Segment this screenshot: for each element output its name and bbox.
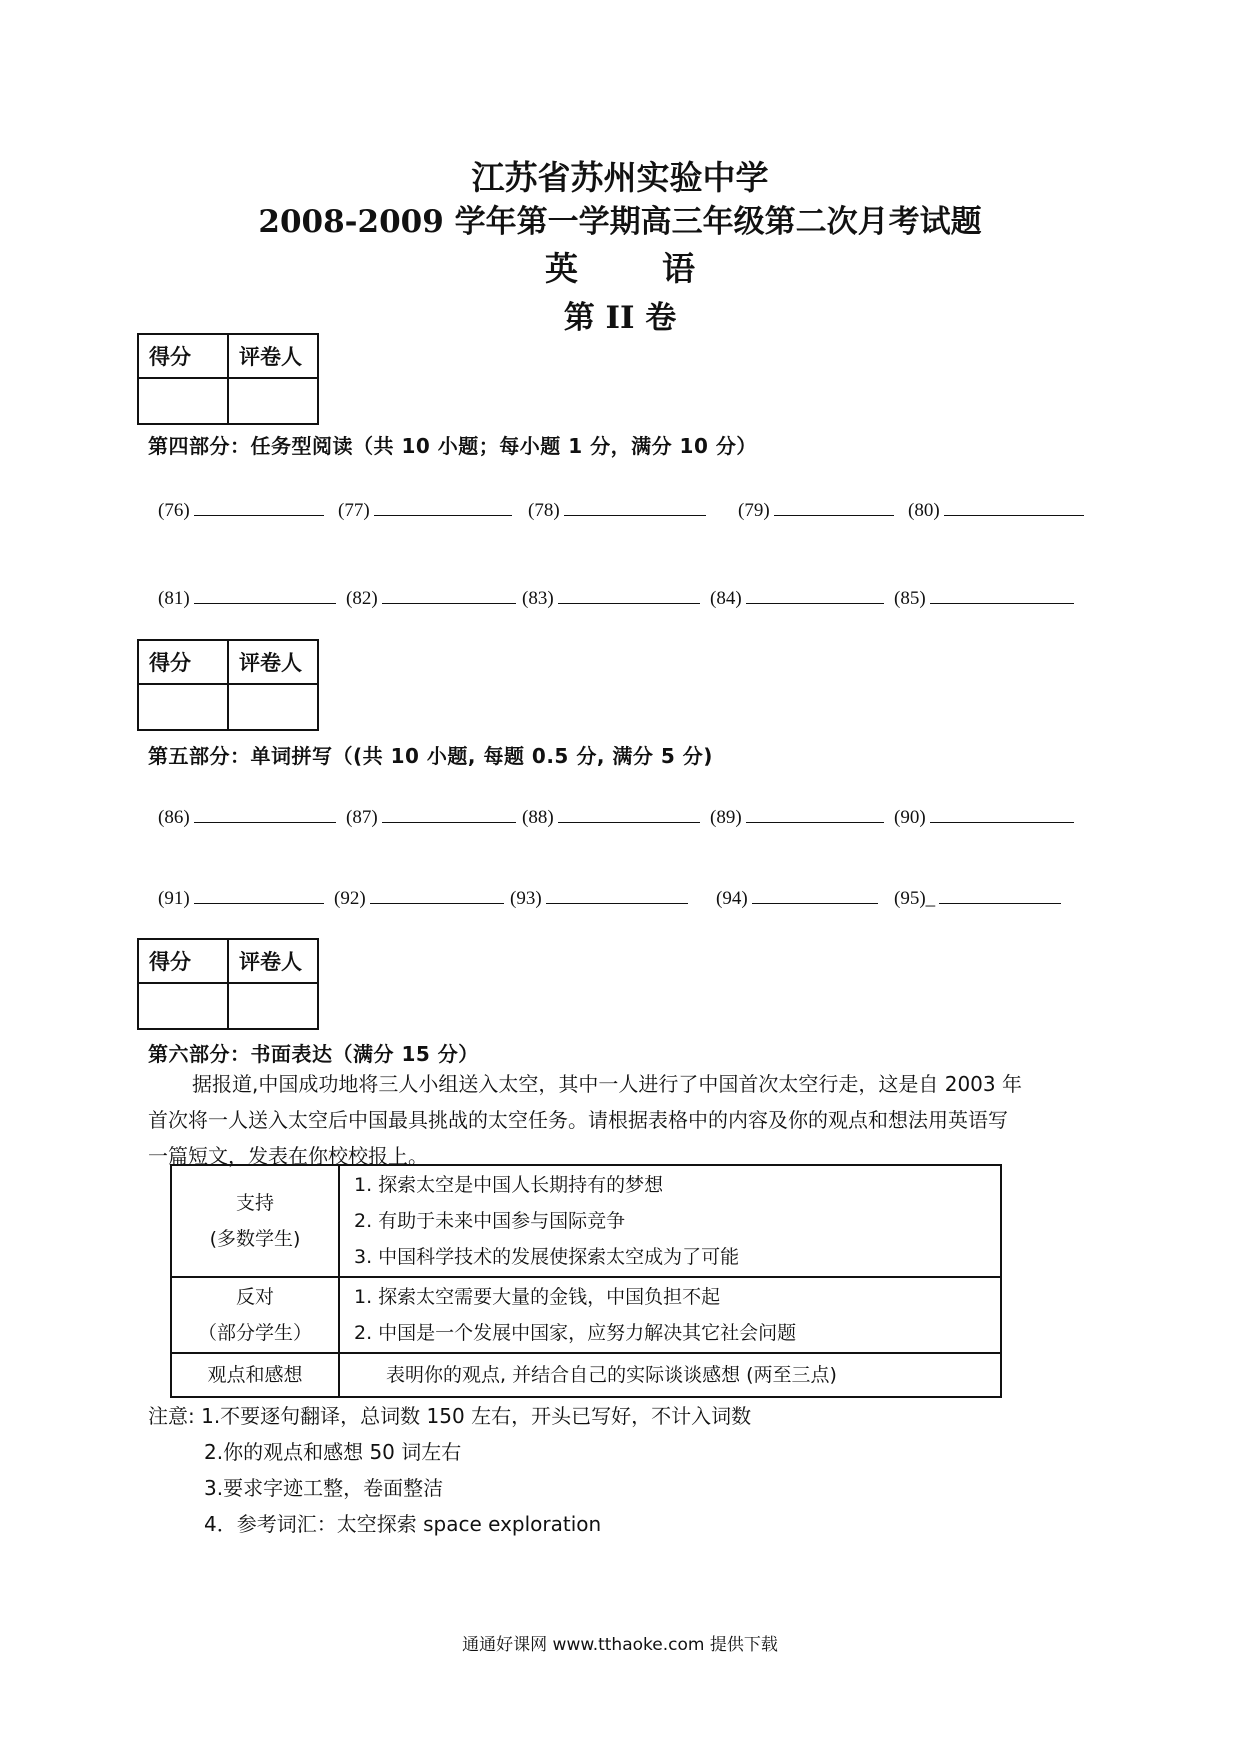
opinion-table [170,1164,1002,1398]
answer-blank[interactable]: (78) [528,497,706,522]
answer-blank[interactable]: (90) [894,804,1074,829]
answer-blank[interactable]: (83) [522,585,700,610]
grader-cell[interactable] [228,684,318,730]
score-cell[interactable] [138,983,228,1029]
answer-blank[interactable]: (77) [338,497,512,522]
answer-blank[interactable]: (85) [894,585,1074,610]
subject-char-1: 英 [545,249,578,288]
support-points [339,1165,1001,1277]
support-point: 1. 探索太空是中国人长期持有的梦想 [354,1174,664,1196]
footer-credit: 通通好课网 www.tthaoke.com 提供下载 [462,1635,778,1655]
subject-title [0,243,1240,290]
grader-label: 评卷人 [228,939,318,983]
exam-title: 2008-2009 学年第一学期高三年级第二次月考试题 [258,204,982,240]
oppose-point: 1. 探索太空需要大量的金钱，中国负担不起 [354,1286,721,1308]
part5-answer-row-2 [158,885,1098,915]
support-label: 支持 (多数学生) [171,1165,339,1277]
answer-blank[interactable]: (89) [710,804,884,829]
support-point: 3. 中国科学技术的发展使探索太空成为了可能 [354,1246,740,1268]
school-title: 江苏省苏州实验中学 [471,158,769,197]
oppose-label: 反对 （部分学生） [171,1277,339,1353]
opinion-text: 表明你的观点, 并结合自己的实际谈谈感想 (两至三点) [339,1353,1001,1397]
answer-blank[interactable]: (79) [738,497,894,522]
score-box-part4 [137,333,319,425]
part4-answer-row-1 [158,497,1098,527]
part4-heading: 第四部分：任务型阅读（共 10 小题；每小题 1 分，满分 10 分） [148,434,757,458]
volume-title: 第 II 卷 [563,300,677,336]
score-box-part6 [137,938,319,1030]
note-line: 2.你的观点和感想 50 词左右 [204,1440,462,1464]
note-line: 3.要求字迹工整，卷面整洁 [204,1476,444,1500]
grader-cell[interactable] [228,983,318,1029]
support-point: 2. 有助于未来中国参与国际竞争 [354,1210,626,1232]
oppose-row [171,1277,1001,1353]
answer-blank[interactable]: (80) [908,497,1084,522]
answer-blank[interactable]: (92) [334,885,504,910]
answer-blank[interactable]: (84) [710,585,884,610]
score-label: 得分 [138,640,228,684]
instruction-line: 一篇短文，发表在你校校报上。 [148,1144,428,1168]
note-line: 4．参考词汇：太空探索 space exploration [204,1512,602,1536]
answer-blank[interactable]: (76) [158,497,324,522]
score-box-part5 [137,639,319,731]
part5-answer-row-1 [158,804,1098,834]
score-label: 得分 [138,334,228,378]
answer-blank[interactable]: (88) [522,804,700,829]
answer-blank[interactable]: (94) [716,885,878,910]
part4-answer-row-2 [158,585,1098,615]
score-cell[interactable] [138,378,228,424]
answer-blank[interactable]: (81) [158,585,336,610]
instruction-line: 首次将一人送入太空后中国最具挑战的太空任务。请根据表格中的内容及你的观点和想法用英语写 [148,1108,1008,1132]
grader-cell[interactable] [228,378,318,424]
oppose-point: 2. 中国是一个发展中国家，应努力解决其它社会问题 [354,1322,797,1344]
answer-blank[interactable]: (87) [346,804,516,829]
answer-blank[interactable]: (93) [510,885,688,910]
answer-blank[interactable]: (95)_ [894,885,1061,910]
opinion-label: 观点和感想 [171,1353,339,1397]
subject-char-2: 语 [662,249,695,288]
support-row [171,1165,1001,1277]
note-line: 注意: 1.不要逐句翻译，总词数 150 左右，开头已写好，不计入词数 [148,1404,752,1428]
oppose-points [339,1277,1001,1353]
answer-blank[interactable]: (86) [158,804,336,829]
part6-instructions [148,1066,1098,1174]
part5-heading: 第五部分：单词拼写（(共 10 小题, 每题 0.5 分, 满分 5 分) [148,744,713,768]
grader-label: 评卷人 [228,334,318,378]
part6-heading: 第六部分：书面表达（满分 15 分） [148,1042,479,1066]
grader-label: 评卷人 [228,640,318,684]
instruction-line: 据报道,中国成功地将三人小组送入太空，其中一人进行了中国首次太空行走，这是自 2003 年 [192,1072,1022,1096]
score-cell[interactable] [138,684,228,730]
opinion-row [171,1353,1001,1397]
score-label: 得分 [138,939,228,983]
answer-blank[interactable]: (82) [346,585,516,610]
answer-blank[interactable]: (91) [158,885,324,910]
